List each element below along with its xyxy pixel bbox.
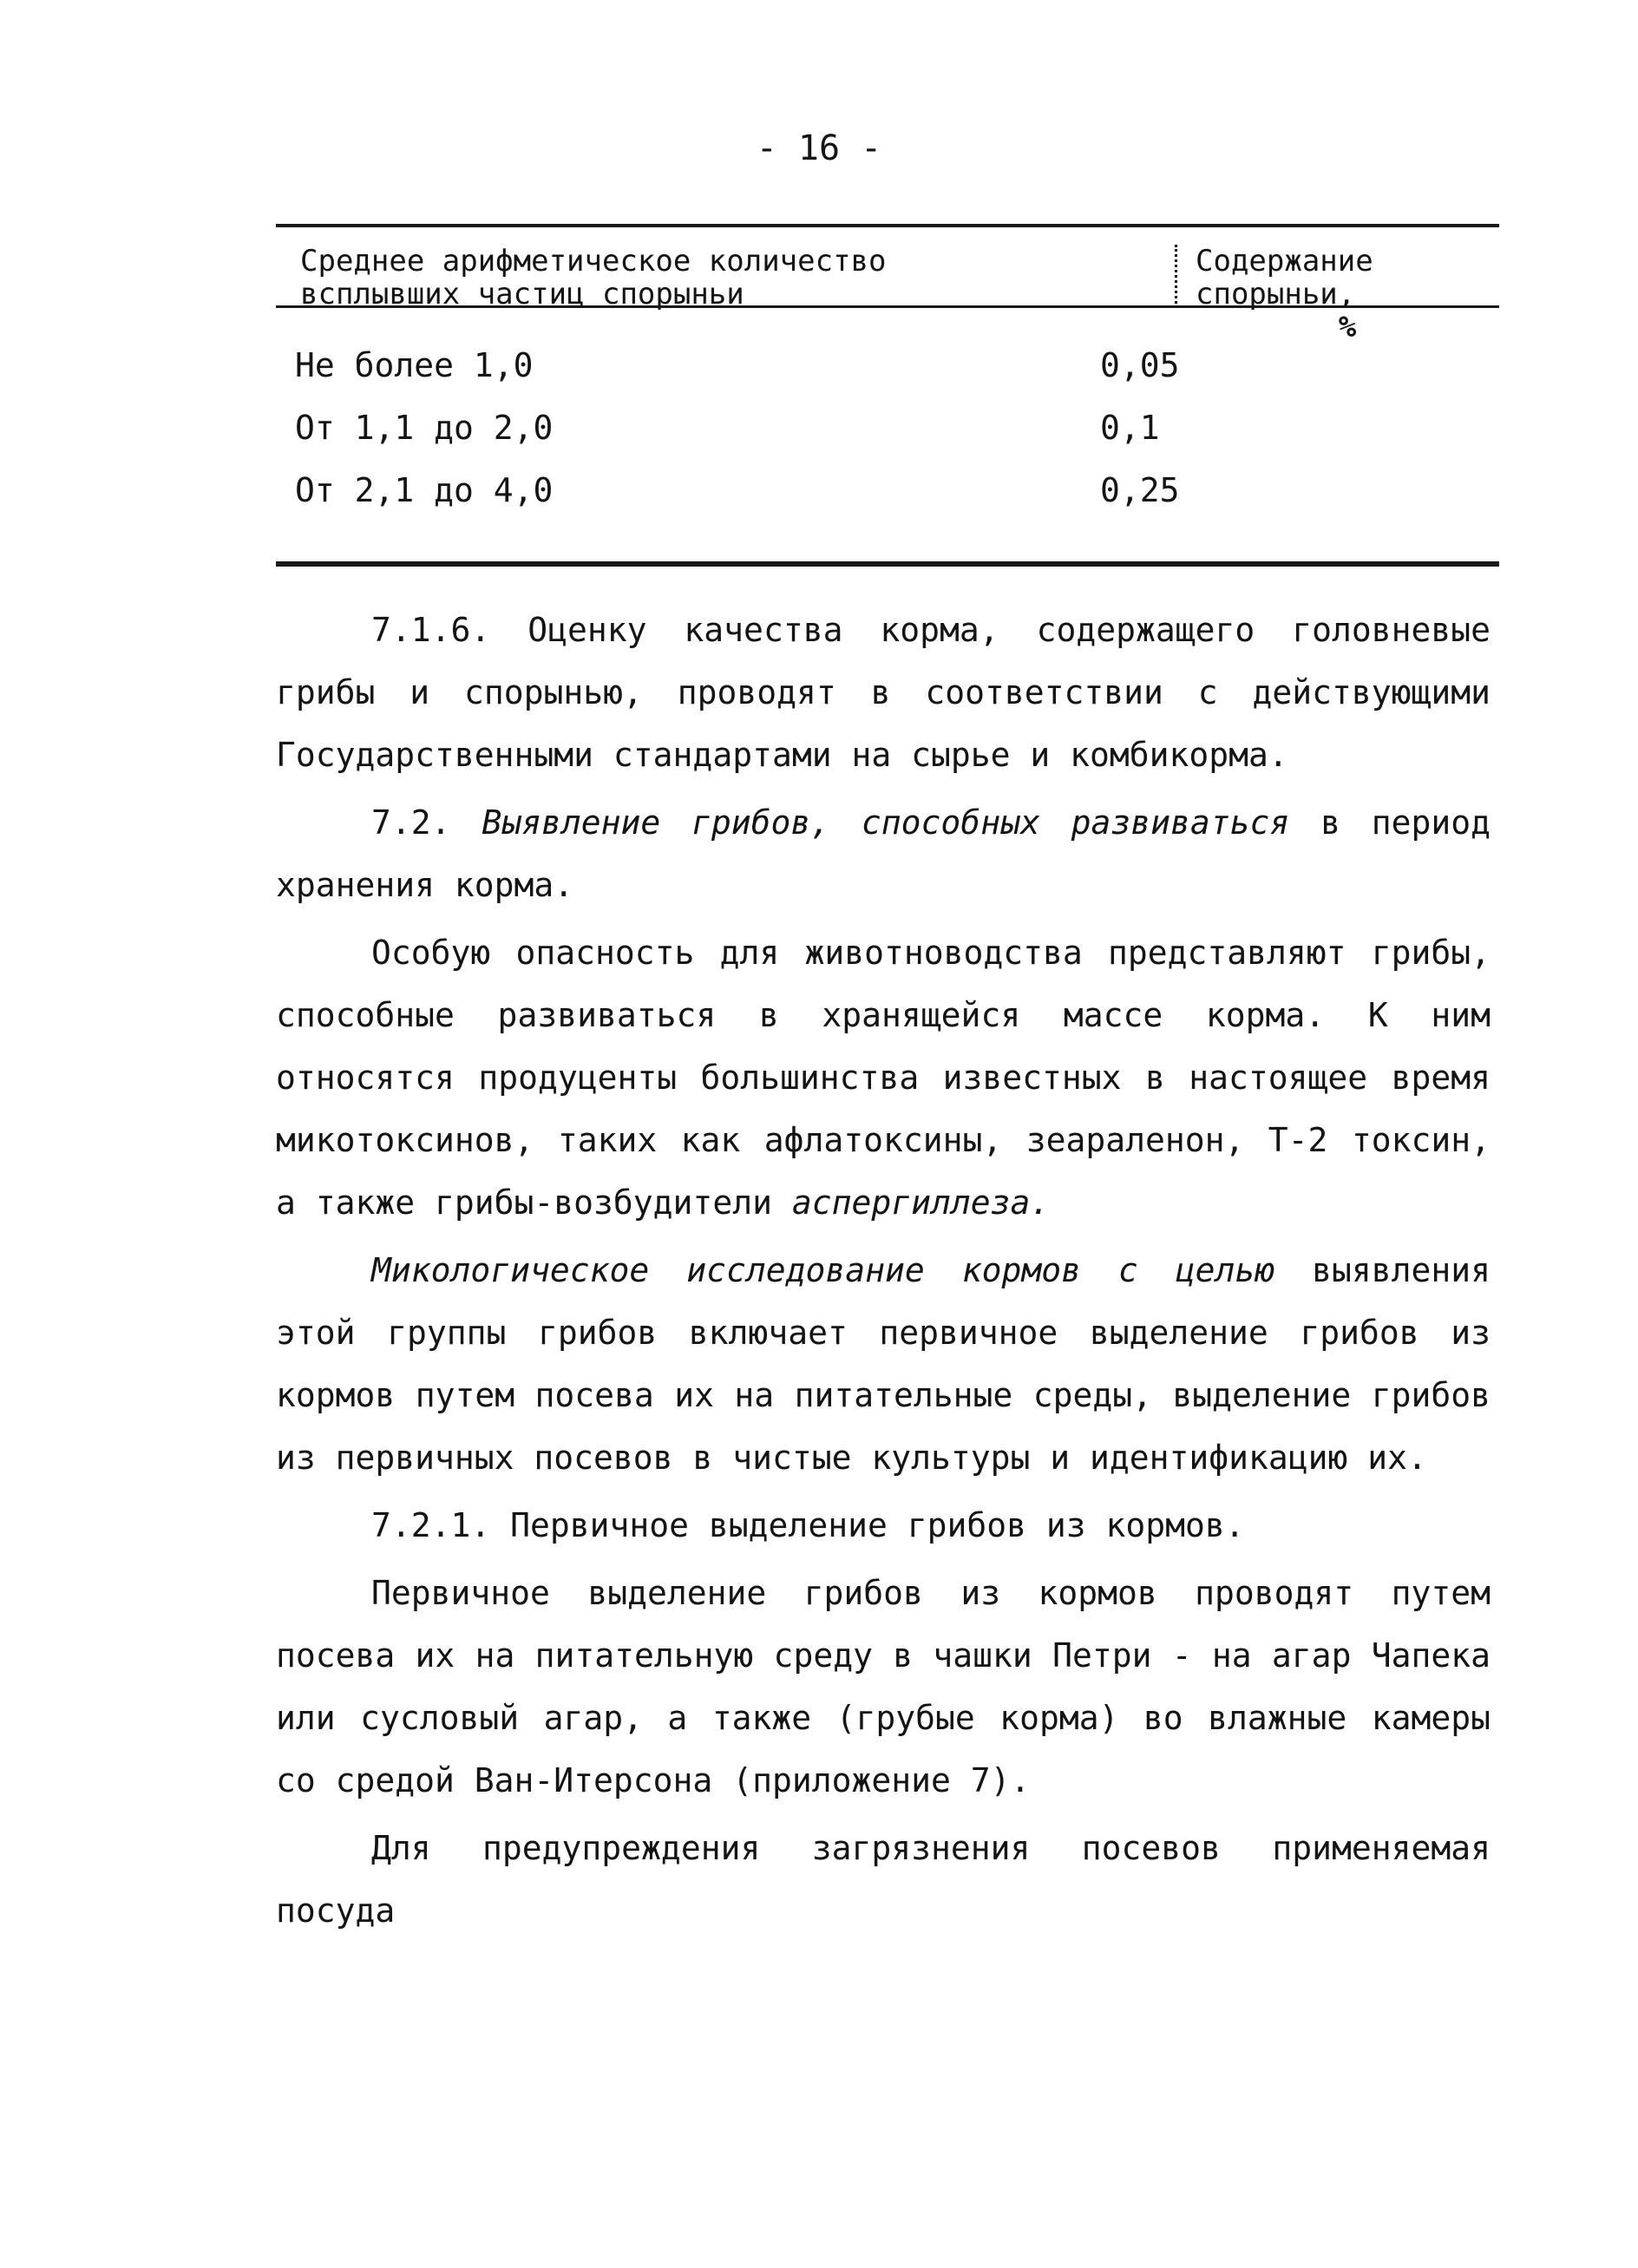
- section-7-2-title: Выявление грибов, способных развиваться: [482, 803, 1290, 842]
- header-content-unit: %: [1338, 310, 1357, 344]
- ergot-table: [276, 224, 1499, 567]
- table-row: [276, 334, 1499, 397]
- paragraph-mycological: [276, 1239, 1491, 1489]
- paragraph-danger-main: Особую опасность для животноводства представляют грибы, способные развиваться в хранящейся массе корма. К ним относятся продуценты большинства известных в настоящее время микотоксинов, таких как афлатоксины, зеараленон, Т-2 токсин, а также грибы-возбудители: [276, 934, 1491, 1222]
- row-count-cell: От 2,1 до 4,0: [295, 471, 554, 509]
- paragraph-mycological-rest: выявления этой группы грибов включает первичное выделение грибов из кормов путем посева их на питательные среды, выделение грибов из первичных посевов в чистые культуры и идентификацию их.: [276, 1251, 1491, 1477]
- header-column-separator: [1175, 245, 1181, 304]
- row-count-cell: Не более 1,0: [295, 346, 534, 384]
- paragraph-7-1-6: 7.1.6. Оценку качества корма, содержащего головневые грибы и спорынью, проводят в соответствии с действующими Государственными стандартами на сырье и комбикорма.: [276, 611, 1491, 774]
- header-count-column: [300, 245, 1176, 311]
- paragraph-danger: [276, 921, 1491, 1234]
- section-7-2-heading: [276, 791, 1491, 916]
- section-7-2-number: 7.2.: [371, 803, 451, 842]
- table-row: [276, 397, 1499, 459]
- paragraph-contamination: Для предупреждения загрязнения посевов применяемая посуда: [276, 1829, 1491, 1930]
- row-count-cell: От 1,1 до 2,0: [295, 409, 554, 447]
- header-count-line1: Среднее арифметическое количество: [300, 244, 887, 279]
- table-row: [276, 459, 1499, 521]
- row-content-cell: 0,25: [1100, 471, 1180, 509]
- document-body: [276, 599, 1491, 1947]
- paragraph-primary-isolation: Первичное выделение грибов из кормов проводят путем посева их на питательную среду в чашки Петри - на агар Чапека или сусловый агар, а также (грубые корма) во влажные камеры со средой Ван-Итерсона (приложение 7).: [276, 1574, 1491, 1799]
- table-bottom-rule: [276, 561, 1499, 567]
- paragraph-danger-term: аспергиллеза.: [791, 1183, 1051, 1222]
- header-count-line2: всплывших частиц спорыньи: [300, 277, 744, 311]
- header-content-line1: Содержание спорыньи,: [1196, 244, 1373, 311]
- table-body: [276, 308, 1499, 521]
- paragraph-mycological-lead: Микологическое исследование кормов с целью: [371, 1251, 1275, 1289]
- section-7-2-1-heading: 7.2.1. Первичное выделение грибов из кормов.: [371, 1506, 1245, 1544]
- section-7-2-tail: в период хранения корма.: [276, 803, 1491, 904]
- header-content-column: [1196, 245, 1499, 344]
- row-content-cell: 0,1: [1100, 409, 1160, 447]
- table-header: [276, 227, 1499, 344]
- row-content-cell: 0,05: [1100, 346, 1180, 384]
- page-number: - 16 -: [756, 128, 882, 168]
